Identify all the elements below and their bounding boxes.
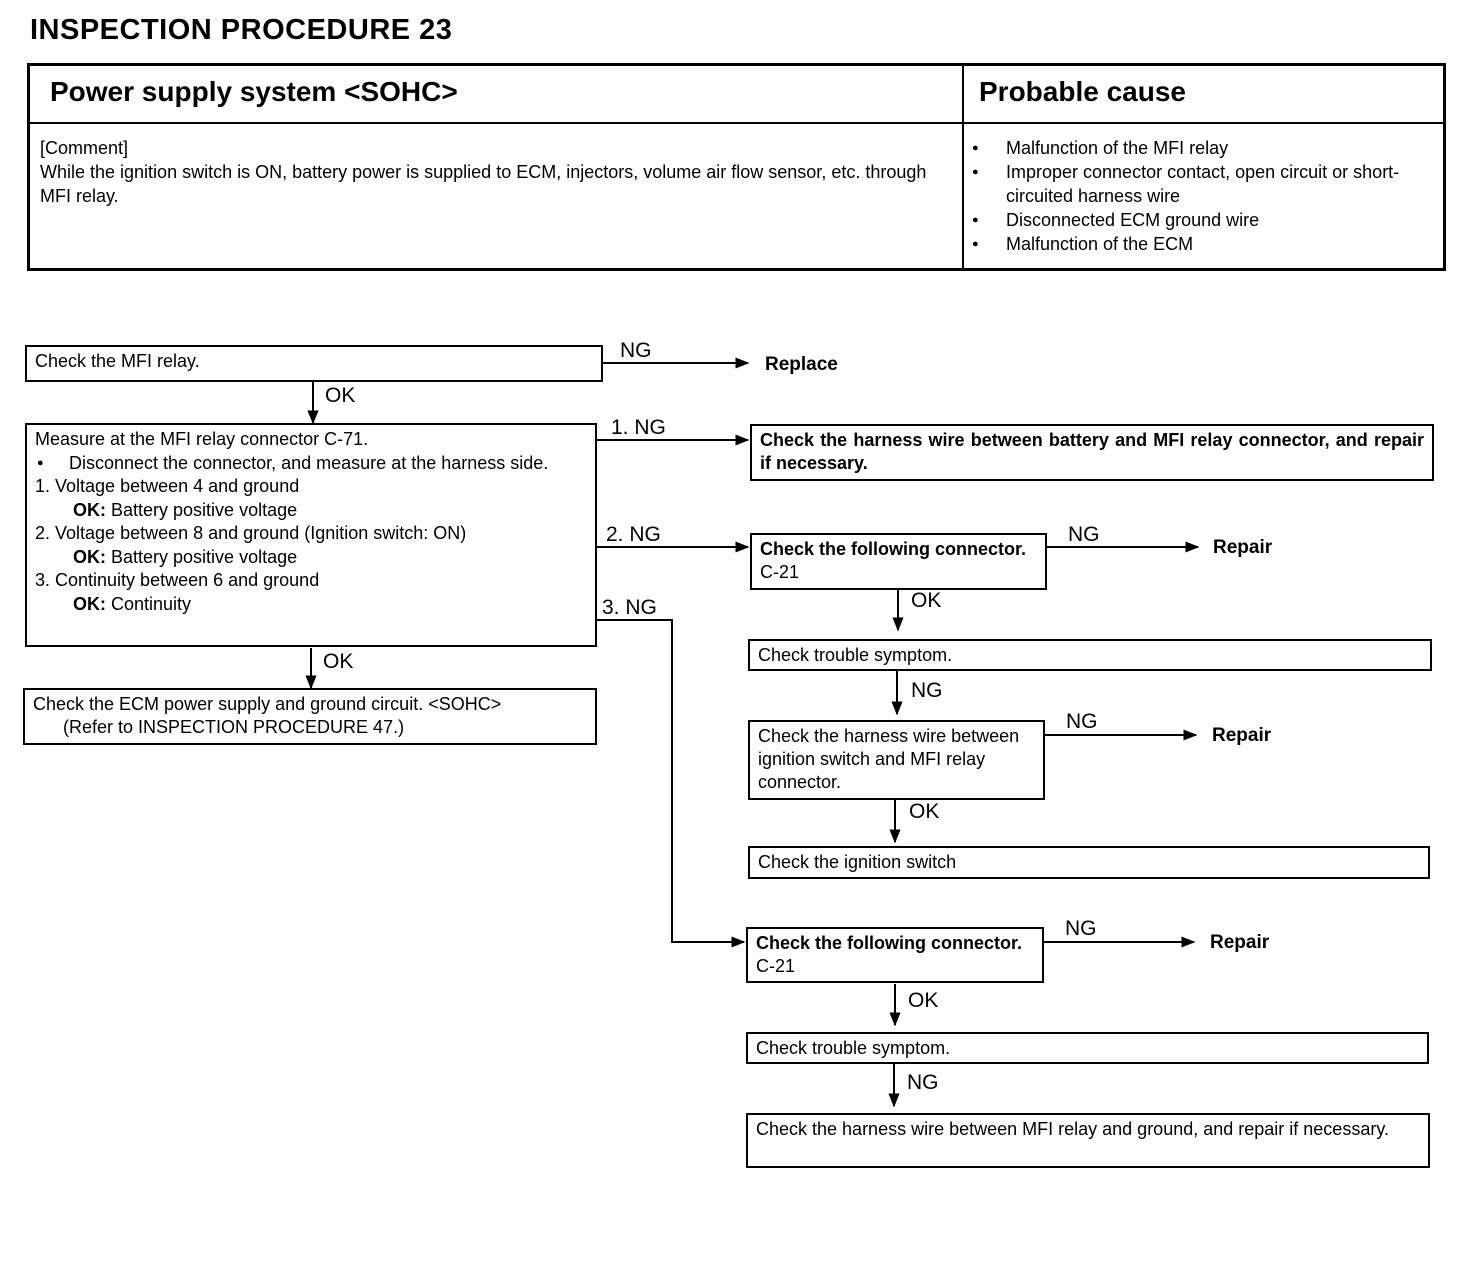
ng-label: NG — [911, 679, 943, 702]
measure-item-2: 2. Voltage between 8 and ground (Ignition switch: ON) — [35, 523, 467, 543]
ng-1-label: 1. NG — [611, 416, 666, 439]
ok-label: OK — [911, 589, 942, 612]
connector-check-text: Check the following connector. — [756, 933, 1023, 953]
ng-3-label: 3. NG — [602, 596, 657, 619]
cause-item: ● Improper connector contact, open circuit or short-circuited harness wire — [972, 160, 1433, 208]
cause-item: ● Malfunction of the ECM — [972, 232, 1433, 256]
repair-result: Repair — [1210, 932, 1270, 953]
cause-item: ● Disconnected ECM ground wire — [972, 208, 1433, 232]
ng-label: NG — [907, 1071, 939, 1094]
comment-text: While the ignition switch is ON, battery power is supplied to ECM, injectors, volume air flow sensor, etc. through MFI relay. — [40, 162, 927, 206]
trouble-symptom-a-box: Check trouble symptom. — [748, 639, 1432, 671]
connector-code: C-21 — [756, 956, 796, 976]
ok-value: Battery positive voltage — [111, 499, 298, 520]
ecm-check-box — [23, 688, 597, 745]
ok-label: OK — [908, 989, 939, 1012]
measure-ok-1 — [35, 499, 587, 523]
ok-prefix: OK: — [73, 546, 106, 567]
ok-prefix: OK: — [73, 593, 106, 614]
ok-value: Battery positive voltage — [111, 546, 298, 567]
check-mfi-relay-box: Check the MFI relay. — [25, 345, 603, 382]
connector-check-text: Check the following connector. — [760, 539, 1027, 559]
comment-label: [Comment] — [40, 138, 129, 158]
page-title: INSPECTION PROCEDURE 23 — [30, 14, 453, 46]
ng-label: NG — [620, 339, 652, 362]
measure-heading: Measure at the MFI relay connector C-71. — [35, 429, 369, 449]
trouble-symptom-b-box: Check trouble symptom. — [746, 1032, 1429, 1064]
measure-item-3: 3. Continuity between 6 and ground — [35, 570, 320, 590]
connector-check-b-box — [746, 927, 1044, 983]
ng-label: NG — [1066, 710, 1098, 733]
arrow-measure-to-conn-b — [597, 620, 744, 942]
ok-value: Continuity — [111, 593, 192, 614]
ok-label: OK — [909, 800, 940, 823]
repair-result: Repair — [1213, 537, 1273, 558]
harness-battery-box: Check the harness wire between battery and MFI relay connector, and repair if necessary. — [750, 424, 1434, 481]
ok-label: OK — [325, 384, 356, 407]
ok-label: OK — [323, 650, 354, 673]
ignition-switch-box: Check the ignition switch — [748, 846, 1430, 879]
ng-2-label: 2. NG — [606, 523, 661, 546]
measure-relay-box — [25, 423, 597, 647]
system-title: Power supply system <SOHC> — [30, 66, 964, 124]
replace-result: Replace — [765, 354, 838, 375]
measure-ok-3 — [35, 593, 587, 617]
ng-label: NG — [1068, 523, 1100, 546]
ecm-check-text: Check the ECM power supply and ground circuit. <SOHC> — [33, 694, 502, 714]
repair-result: Repair — [1212, 725, 1272, 746]
connector-check-a-box — [750, 533, 1047, 590]
ok-prefix: OK: — [73, 499, 106, 520]
probable-cause-title: Probable cause — [964, 66, 1443, 124]
measure-ok-2 — [35, 546, 587, 570]
ng-label: NG — [1065, 917, 1097, 940]
measure-item-1: 1. Voltage between 4 and ground — [35, 476, 300, 496]
harness-ground-box: Check the harness wire between MFI relay and ground, and repair if necessary. — [746, 1113, 1430, 1168]
connector-code: C-21 — [760, 562, 800, 582]
cause-item: ● Malfunction of the MFI relay — [972, 136, 1433, 160]
ecm-refer-text: (Refer to INSPECTION PROCEDURE 47.) — [63, 717, 405, 737]
measure-bullet: ● Disconnect the connector, and measure at the harness side. — [35, 452, 587, 476]
harness-ignition-box: Check the harness wire between ignition switch and MFI relay connector. — [748, 720, 1045, 800]
